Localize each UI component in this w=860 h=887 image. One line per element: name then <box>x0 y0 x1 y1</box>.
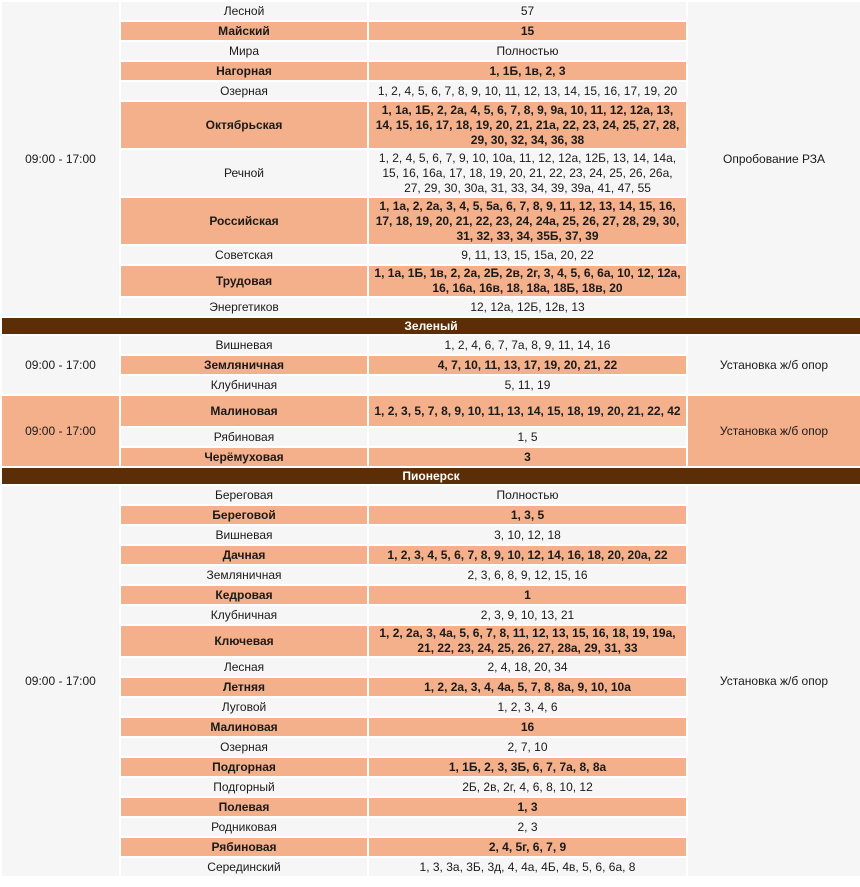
houses-cell: 2, 4, 5г, 6, 7, 9 <box>368 837 687 857</box>
houses-cell: 1, 2, 4, 5, 6, 7, 9, 10, 10а, 11, 12, 12а, 12Б, 13, 14, 14а, 15, 16, 16а, 17, 18, 19, 20, 21, 22, 23, 24, 25, 26, 26а, 27, 29, 30, 30а, 31, 33, 34, 39, 39а, 41, 47, 55 <box>368 149 687 197</box>
town-name: Зеленый <box>1 317 860 335</box>
street-cell: Советская <box>120 245 368 265</box>
houses-cell: 2, 4, 18, 20, 34 <box>368 657 687 677</box>
street-cell: Озерная <box>120 81 368 101</box>
street-cell: Рябиновая <box>120 837 368 857</box>
street-cell: Озерная <box>120 737 368 757</box>
houses-cell: 1, 1а, 1Б, 1в, 2, 2а, 2Б, 2в, 2г, 3, 4, 5, 6, 6а, 10, 12, 12а, 16, 16а, 16в, 18, 18а, 18Б, 18в, 20 <box>368 265 687 297</box>
houses-cell: 1, 2, 3, 5, 7, 8, 9, 10, 11, 13, 14, 15, 18, 19, 20, 21, 22, 42 <box>368 395 687 427</box>
houses-cell: 1, 3, 5 <box>368 505 687 525</box>
houses-cell: 1, 2, 4, 5, 6, 7, 8, 9, 10, 11, 12, 13, 14, 15, 16, 17, 19, 20 <box>368 81 687 101</box>
street-cell: Лесной <box>120 1 368 21</box>
street-cell: Энергетиков <box>120 297 368 317</box>
work-type-cell: Установка ж/б опор <box>687 335 860 395</box>
houses-cell: 1, 1а, 1Б, 2, 2а, 4, 5, 6, 7, 8, 9, 9а, 10, 11, 12, 12а, 13, 14, 15, 16, 17, 18, 19, 20, 21, 21а, 22, 23, 24, 25, 27, 28, 29, 30, 32, 34, 36, 38 <box>368 101 687 149</box>
houses-cell: 1, 2, 3, 4, 5, 6, 7, 8, 9, 10, 12, 14, 16, 18, 20, 20а, 22 <box>368 545 687 565</box>
street-cell: Черёмуховая <box>120 447 368 467</box>
street-cell: Майский <box>120 21 368 41</box>
houses-cell: Полностью <box>368 41 687 61</box>
table-row <box>1 485 860 505</box>
houses-cell: 1, 2, 2а, 3, 4, 4а, 5, 7, 8, 8а, 9, 10, 10а <box>368 677 687 697</box>
houses-cell: 2Б, 2в, 2г, 4, 6, 8, 10, 12 <box>368 777 687 797</box>
street-cell: Серединский <box>120 857 368 877</box>
street-cell: Мира <box>120 41 368 61</box>
street-cell: Береговой <box>120 505 368 525</box>
street-cell: Клубничная <box>120 375 368 395</box>
street-cell: Земляничная <box>120 565 368 585</box>
houses-cell: 2, 3, 6, 8, 9, 12, 15, 16 <box>368 565 687 585</box>
street-cell: Нагорная <box>120 61 368 81</box>
street-cell: Октябрьская <box>120 101 368 149</box>
street-cell: Клубничная <box>120 605 368 625</box>
street-cell: Ключевая <box>120 625 368 657</box>
houses-cell: 1, 1Б, 1в, 2, 3 <box>368 61 687 81</box>
street-cell: Луговой <box>120 697 368 717</box>
street-cell: Родниковая <box>120 817 368 837</box>
street-cell: Трудовая <box>120 265 368 297</box>
street-cell: Вишневая <box>120 335 368 355</box>
houses-cell: 1, 2, 4, 6, 7, 7а, 8, 9, 11, 14, 16 <box>368 335 687 355</box>
street-cell: Кедровая <box>120 585 368 605</box>
street-cell: Малиновая <box>120 395 368 427</box>
houses-cell: 1, 3 <box>368 797 687 817</box>
houses-cell: 1, 3, 3а, 3Б, 3д, 4, 4а, 4Б, 4в, 5, 6, 6а, 8 <box>368 857 687 877</box>
town-header-row <box>1 317 860 335</box>
houses-cell: 57 <box>368 1 687 21</box>
street-cell: Дачная <box>120 545 368 565</box>
houses-cell: 1, 2, 2а, 3, 4а, 5, 6, 7, 8, 11, 12, 13, 15, 16, 18, 19, 19а, 21, 22, 23, 24, 25, 26, 27, 28а, 29, 31, 33 <box>368 625 687 657</box>
houses-cell: 1 <box>368 585 687 605</box>
houses-cell: 1, 5 <box>368 427 687 447</box>
street-cell: Подгорный <box>120 777 368 797</box>
houses-cell: 9, 11, 13, 15, 15а, 20, 22 <box>368 245 687 265</box>
houses-cell: 3 <box>368 447 687 467</box>
table-row <box>1 335 860 355</box>
houses-cell: 1, 1Б, 2, 3, 3Б, 6, 7, 7а, 8, 8а <box>368 757 687 777</box>
work-type-cell: Опробование РЗА <box>687 1 860 317</box>
street-cell: Лесная <box>120 657 368 677</box>
street-cell: Вишневая <box>120 525 368 545</box>
time-cell: 09:00 - 17:00 <box>1 485 120 877</box>
street-cell: Подгорная <box>120 757 368 777</box>
street-cell: Береговая <box>120 485 368 505</box>
table-row <box>1 1 860 21</box>
street-cell: Земляничная <box>120 355 368 375</box>
houses-cell: 2, 3, 9, 10, 13, 21 <box>368 605 687 625</box>
work-type-cell: Установка ж/б опор <box>687 395 860 467</box>
street-cell: Российская <box>120 197 368 245</box>
houses-cell: 1, 2, 3, 4, 6 <box>368 697 687 717</box>
houses-cell: 16 <box>368 717 687 737</box>
houses-cell: 2, 7, 10 <box>368 737 687 757</box>
street-cell: Речной <box>120 149 368 197</box>
time-cell: 09:00 - 17:00 <box>1 395 120 467</box>
houses-cell: 4, 7, 10, 11, 13, 17, 19, 20, 21, 22 <box>368 355 687 375</box>
houses-cell: 15 <box>368 21 687 41</box>
houses-cell: 5, 11, 19 <box>368 375 687 395</box>
houses-cell: Полностью <box>368 485 687 505</box>
work-type-cell: Установка ж/б опор <box>687 485 860 877</box>
houses-cell: 2, 3 <box>368 817 687 837</box>
table-row <box>1 395 860 427</box>
street-cell: Полевая <box>120 797 368 817</box>
town-name: Пионерск <box>1 467 860 485</box>
street-cell: Летняя <box>120 677 368 697</box>
time-cell: 09:00 - 17:00 <box>1 335 120 395</box>
street-cell: Малиновая <box>120 717 368 737</box>
town-header-row <box>1 467 860 485</box>
houses-cell: 1, 1а, 2, 2а, 3, 4, 5, 5а, 6, 7, 8, 9, 11, 12, 13, 14, 15, 16, 17, 18, 19, 20, 21, 22, 23, 24, 24а, 25, 26, 27, 28, 29, 30, 31, 32, 33, 34, 35Б, 37, 39 <box>368 197 687 245</box>
houses-cell: 3, 10, 12, 18 <box>368 525 687 545</box>
street-cell: Рябиновая <box>120 427 368 447</box>
time-cell: 09:00 - 17:00 <box>1 1 120 317</box>
houses-cell: 12, 12а, 12Б, 12в, 13 <box>368 297 687 317</box>
